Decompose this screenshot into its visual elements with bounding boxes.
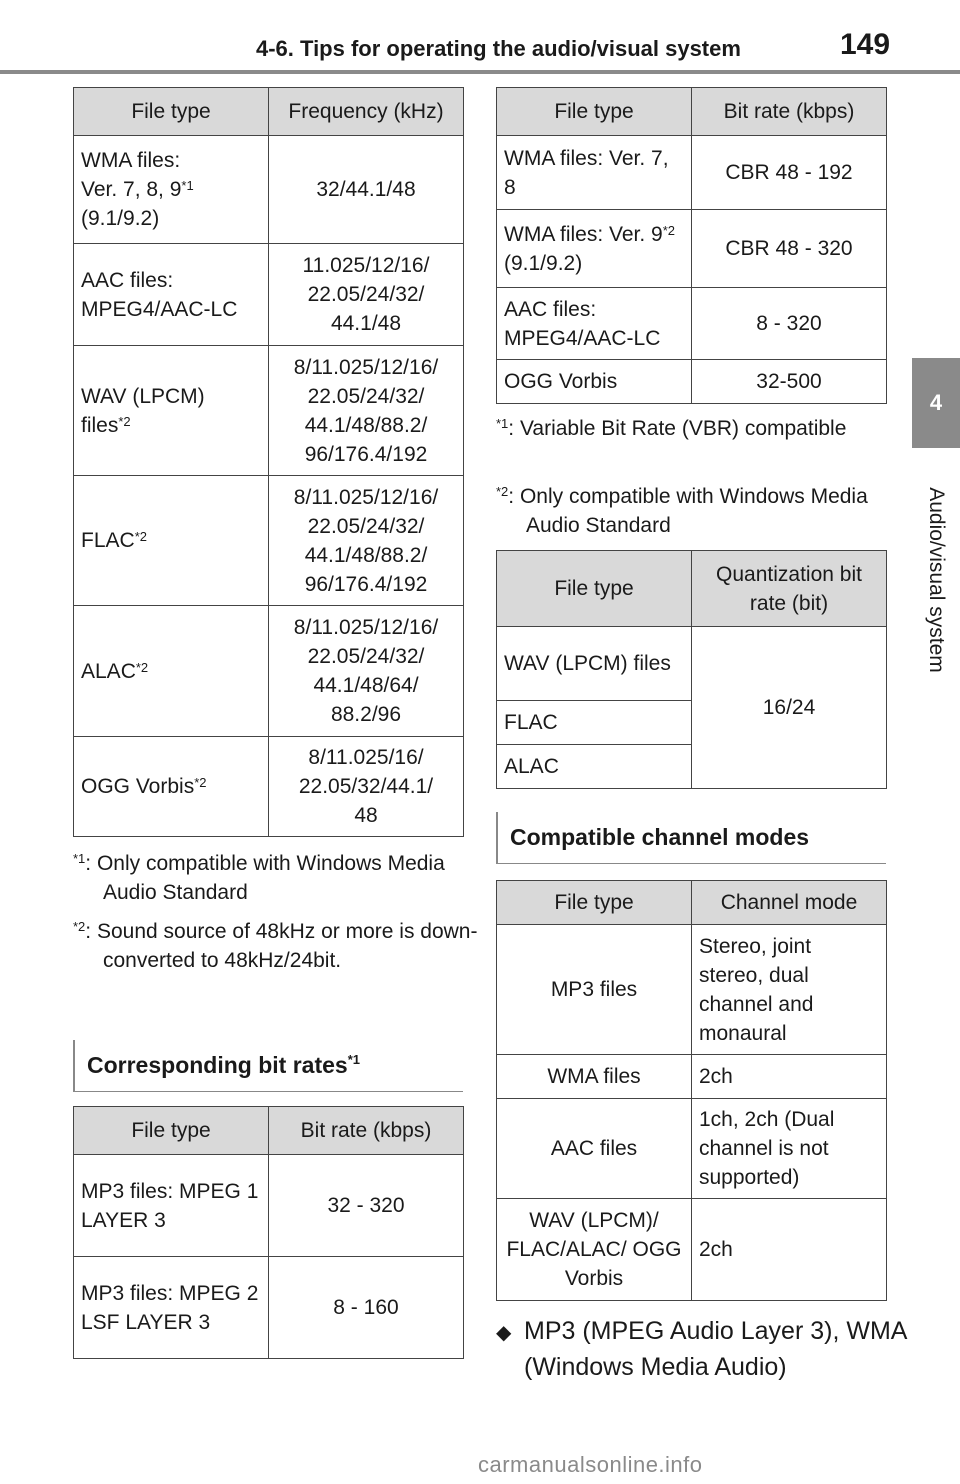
- table-row: [497, 1055, 887, 1099]
- quantization-table: [496, 550, 887, 789]
- chapter-tab[interactable]: [912, 358, 960, 448]
- file-type-cell: ALAC: [497, 745, 692, 789]
- section-heading-channel-modes: Compatible channel modes: [496, 812, 886, 864]
- bit-rate-cell: 32 - 320: [269, 1155, 464, 1257]
- table-header-row: [74, 1107, 464, 1155]
- table-row: [74, 136, 464, 244]
- table-row: [74, 1155, 464, 1257]
- footnote: $^{*2}$: Only compatible with Windows Media Audio Standard: [496, 484, 868, 537]
- footnote: $^{*2}$: Sound source of 48kHz or more is down-converted to 48kHz/24bit.: [73, 919, 478, 972]
- table-row: [497, 136, 887, 210]
- bit-rate-table-wma-aac-ogg: [496, 87, 887, 404]
- page-header: [0, 0, 960, 80]
- bit-rate-cell: 8 - 320: [692, 288, 887, 360]
- bit-rate-cell: 32-500: [692, 360, 887, 404]
- channel-mode-cell: Stereo, joint stereo, dual channel and monaural: [692, 925, 887, 1055]
- file-type-cell: WAV (LPCM) files: [497, 627, 692, 701]
- file-type-cell: WMA files: [497, 1055, 692, 1099]
- footnote: $^{*1}$: Only compatible with Windows Media Audio Standard: [73, 851, 445, 904]
- frequency-cell: 8/11.025/12/16/ 22.05/24/32/ 44.1/48/88.2/ 96/176.4/192: [269, 346, 464, 476]
- table-header-row: [497, 88, 887, 136]
- file-type-cell: AAC files: MPEG4/AAC-LC: [74, 244, 269, 346]
- column-header: Frequency (kHz): [269, 88, 464, 136]
- table-row: [497, 360, 887, 404]
- column-header: File type: [74, 88, 269, 136]
- column-header: File type: [497, 881, 692, 925]
- table-row: [74, 737, 464, 837]
- file-type-cell: MP3 files: MPEG 1 LAYER 3: [74, 1155, 269, 1257]
- table-row: [497, 627, 887, 701]
- bit-rate-table-mp3: [73, 1106, 464, 1359]
- file-type-cell: WMA files: Ver. 9$^{*2}$ (9.1/9.2): [497, 210, 692, 288]
- table-row: [74, 346, 464, 476]
- file-type-cell: AAC files: [497, 1099, 692, 1199]
- column-header: Quantization bit rate (bit): [692, 551, 887, 627]
- bit-rate-cell: 8 - 160: [269, 1257, 464, 1359]
- table-row: [497, 288, 887, 360]
- bit-rate-cell: CBR 48 - 192: [692, 136, 887, 210]
- file-type-cell: WMA files: Ver. 7, 8, 9$^{*1}$ (9.1/9.2): [74, 136, 269, 244]
- frequency-cell: 11.025/12/16/ 22.05/24/32/ 44.1/48: [269, 244, 464, 346]
- section-title: 4-6. Tips for operating the audio/visual system: [256, 36, 741, 61]
- frequency-cell: 8/11.025/12/16/ 22.05/24/32/ 44.1/48/64/ 88.2/96: [269, 606, 464, 737]
- table-row: [497, 1099, 887, 1199]
- channel-mode-table: [496, 880, 887, 1301]
- file-type-cell: WMA files: Ver. 7, 8: [497, 136, 692, 210]
- table-header-row: [74, 88, 464, 136]
- column-header: Bit rate (kbps): [269, 1107, 464, 1155]
- page-number: 149: [840, 28, 891, 61]
- bullet-item: ◆ MP3 (MPEG Audio Layer 3), WMA (Windows Media Audio): [496, 1317, 907, 1381]
- quantization-cell: 16/24: [692, 627, 887, 789]
- file-type-cell: OGG Vorbis: [497, 360, 692, 404]
- file-type-cell: AAC files: MPEG4/AAC-LC: [497, 288, 692, 360]
- chapter-number: 4: [929, 390, 943, 415]
- watermark: carmanualsonline.info: [478, 1452, 703, 1477]
- frequency-table: [73, 87, 464, 837]
- table-header-row: [497, 881, 887, 925]
- file-type-cell: OGG Vorbis$^{*2}$: [74, 737, 269, 837]
- file-type-cell: MP3 files: MPEG 2 LSF LAYER 3: [74, 1257, 269, 1359]
- table-header-row: [497, 551, 887, 627]
- column-header: File type: [497, 551, 692, 627]
- file-type-cell: FLAC$^{*2}$: [74, 476, 269, 606]
- frequency-cell: 8/11.025/16/ 22.05/32/44.1/ 48: [269, 737, 464, 837]
- channel-mode-cell: 2ch: [692, 1199, 887, 1301]
- diamond-bullet-icon: ◆: [496, 1322, 512, 1344]
- table-row: [497, 1199, 887, 1301]
- column-header: Bit rate (kbps): [692, 88, 887, 136]
- column-header: File type: [497, 88, 692, 136]
- footnote: $^{*1}$: Variable Bit Rate (VBR) compatible: [496, 416, 847, 440]
- table-row: [497, 925, 887, 1055]
- channel-mode-cell: 2ch: [692, 1055, 887, 1099]
- column-header: Channel mode: [692, 881, 887, 925]
- frequency-cell: 32/44.1/48: [269, 136, 464, 244]
- bit-rate-cell: CBR 48 - 320: [692, 210, 887, 288]
- table-row: [74, 606, 464, 737]
- chapter-label: Audio/visual system: [925, 487, 948, 673]
- frequency-cell: 8/11.025/12/16/ 22.05/24/32/ 44.1/48/88.2/ 96/176.4/192: [269, 476, 464, 606]
- table-row: [74, 244, 464, 346]
- table-row: [74, 476, 464, 606]
- section-heading-bit-rates: Corresponding bit rates $^{*1}$: [73, 1040, 463, 1092]
- file-type-cell: MP3 files: [497, 925, 692, 1055]
- file-type-cell: ALAC$^{*2}$: [74, 606, 269, 737]
- table-row: [497, 210, 887, 288]
- table-row: [74, 1257, 464, 1359]
- file-type-cell: WAV (LPCM)/ FLAC/ALAC/ OGG Vorbis: [497, 1199, 692, 1301]
- file-type-cell: WAV (LPCM) files$^{*2}$: [74, 346, 269, 476]
- file-type-cell: FLAC: [497, 701, 692, 745]
- header-rule: [0, 70, 960, 74]
- channel-mode-cell: 1ch, 2ch (Dual channel is not supported): [692, 1099, 887, 1199]
- column-header: File type: [74, 1107, 269, 1155]
